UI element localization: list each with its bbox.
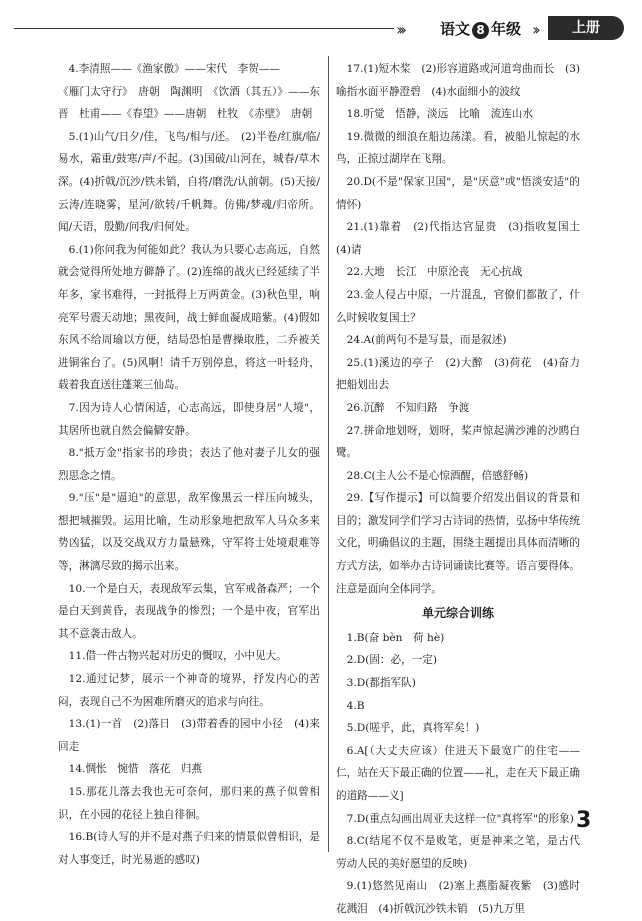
answer-item: 2.D(固：必，一定) bbox=[346, 654, 438, 667]
answer-item: 27.拼命地划呀，划呀，桨声惊起满沙滩的沙鸥白鹭。 bbox=[336, 424, 580, 460]
answer-item: 15.那花儿落去我也无可奈何，那归来的燕子似曾相识，在小园的花径上独自徘徊。 bbox=[58, 786, 320, 821]
page-header bbox=[0, 16, 642, 46]
watermark-logo bbox=[452, 790, 632, 864]
answer-item: 17.(1)短木桨 (2)形容道路或河道弯曲而长 (3)喻指水面平静澄碧 (4)水面细小的波纹 bbox=[336, 63, 580, 98]
answer-item: 10.一个是白天，表现敌军云集，官军戒备森严；一个是白天到黄昏，表现战争的惨烈；一个是中夜，官军出其不意袭击敌人。 bbox=[58, 582, 320, 640]
header-rule bbox=[14, 28, 394, 29]
grade-number-badge: 8 bbox=[472, 22, 489, 39]
answer-item: 9.(1)悠然见南山 (2)塞上燕脂凝夜紫 (3)感时花溅泪 (4)折戟沉沙铁未销 (5)九万里 bbox=[336, 880, 580, 915]
answer-item: 26.沉醉 不知归路 争渡 bbox=[346, 401, 470, 414]
answer-item: 29.【写作提示】可以简要介绍发出倡议的背景和目的；激发同学们学习古诗词的热情，弘扬中华传统文化，明确倡议的主题，围绕主题提出具体而清晰的方式方法，如举办古诗词诵读比赛等。语言要得体。注意是面向全体同学。 bbox=[336, 492, 580, 595]
answer-item: 5.(1)山气/日夕/佳，飞鸟/相与/还。 (2)半卷/红旗/临/易水，霜重/鼓寒/声/不起。(3)国破/山河在，城春/草木深。(4)折戟/沉沙/铁未销，自将/磨洗/认前朝。(5)天接/云涛/连晓雾，星河/欲转/千帆舞。仿佛/梦魂/归帝所。闻/天语，殷勤/问我/归何处。 bbox=[58, 130, 320, 234]
answer-item: 8.C(结尾不仅不是败笔，更是神来之笔，是古代劳动人民的美好愿望的反映) bbox=[336, 835, 580, 870]
answer-item: 14.惆怅 惋惜 落花 归燕 bbox=[68, 763, 202, 776]
page-number: 3 bbox=[576, 808, 592, 833]
answer-item: 23.金人侵占中原，一片混乱，官僚们都散了，什么时候收复国土？ bbox=[336, 288, 580, 324]
answer-item: 4.B bbox=[346, 699, 365, 712]
answer-item: 24.A(前两句不是写景，而是叙述) bbox=[346, 334, 507, 347]
answer-item: 4.李清照——《渔家傲》——宋代 李贺—— bbox=[68, 63, 280, 75]
column-divider bbox=[328, 56, 329, 852]
answer-item: 6.A[（大丈夫应该）住进天下最宽广的住宅——仁，站在天下最正确的位置——礼，走在天下最正确的道路——义] bbox=[336, 744, 580, 802]
chevron-right-icon: ››› bbox=[396, 20, 404, 39]
answer-item: 13.(1)一首 (2)落日 (3)带着香的园中小径 (4)来回走 bbox=[58, 718, 320, 753]
answer-item: 3.D(都指军队) bbox=[346, 677, 416, 690]
answer-item: 20.D(不是"保家卫国"，是"厌意"或"悟淡安适"的情怀) bbox=[336, 175, 580, 211]
subject-grade-label bbox=[440, 18, 521, 39]
chevron-right-icon: ›› bbox=[532, 20, 537, 39]
answer-item: 9."压"是"逼迫"的意思，敌军像黑云一样压向城头，想把城摧毁。运用比喻，生动形象地把敌军人马众多来势凶猛，以及交战双方力量悬殊，守军将士处境艰难等等，淋漓尽致的揭示出来。 bbox=[58, 492, 320, 573]
answer-item: 21.(1)靠着 (2)代指达官显贵 (3)指收复国土 (4)请 bbox=[336, 221, 591, 256]
section-title: 单元综合训练 bbox=[421, 606, 494, 621]
answer-item: 7.因为诗人心情闲适，心志高远，即使身居"人境"，其居所也就自然会偏僻安静。 bbox=[58, 401, 320, 437]
answer-item: 28.C(主人公不是心惊酒醒，倍感舒畅) bbox=[346, 469, 529, 482]
answer-column-left bbox=[58, 58, 320, 871]
answer-item: 19.微微的细浪在船边荡漾。看，被船儿惊起的水鸟，正掠过湖岸在飞翔。 bbox=[336, 130, 580, 166]
answer-item: 12.通过记梦，展示一个神奇的境界，抒发内心的苦闷，表现自己不为困难所磨灭的追求与向往。 bbox=[58, 673, 320, 708]
answer-item: 25.(1)溪边的亭子 (2)大醉 (3)荷花 (4)奋力把船划出去 bbox=[336, 356, 580, 392]
answer-item: 16.B(诗人写的并不是对燕子归来的情景似曾相识，是对人事变迁，时光易逝的感叹) bbox=[58, 831, 320, 866]
grade-suffix: 年级 bbox=[491, 20, 522, 38]
answer-item: 22.大地 长江 中原沦丧 无心抗战 bbox=[346, 266, 523, 279]
answer-item: 18.听觉 悟静，淡远 比喻 流连山水 bbox=[346, 108, 533, 121]
answer-item: 7.D(重点勾画出周亚夫这样一位"真将军"的形象) bbox=[346, 812, 574, 825]
answer-item: 《雁门太守行》 唐朝 陶渊明 《饮酒（其五）》——东晋 杜甫——《春望》——唐朝 杜牧 《赤壁》 唐朝 bbox=[58, 85, 320, 121]
answer-item: 6.(1)你问我为何能如此？我认为只要心志高远，自然就会觉得所处地方僻静了。(2)连绵的战火已经延续了半年多，家书难得，一封抵得上万两黄金。(3)秋色里，响亮军号震天动地；黑夜间，战士鲜血凝成暗紫。(4)假如东风不给周瑜以方便，结局恐怕是曹操取胜，二乔被关进铜雀台了。(5)风啊！请千万别停息，将这一叶轻舟，载着我直送往蓬莱三仙岛。 bbox=[58, 243, 320, 392]
subject-label: 语文 bbox=[440, 20, 471, 38]
volume-tab: 上册 bbox=[548, 16, 624, 40]
answer-item: 8."抵万金"指家书的珍贵；表达了他对妻子儿女的强烈思念之情。 bbox=[58, 447, 320, 482]
answer-item: 11.借一件古物兴起对历史的慨叹，小中见大。 bbox=[68, 650, 287, 663]
answer-item: 1.B(奋 bèn 荷 hè) bbox=[346, 631, 445, 644]
answer-item: 5.D(嗟乎，此，真将军矣！) bbox=[346, 722, 480, 735]
